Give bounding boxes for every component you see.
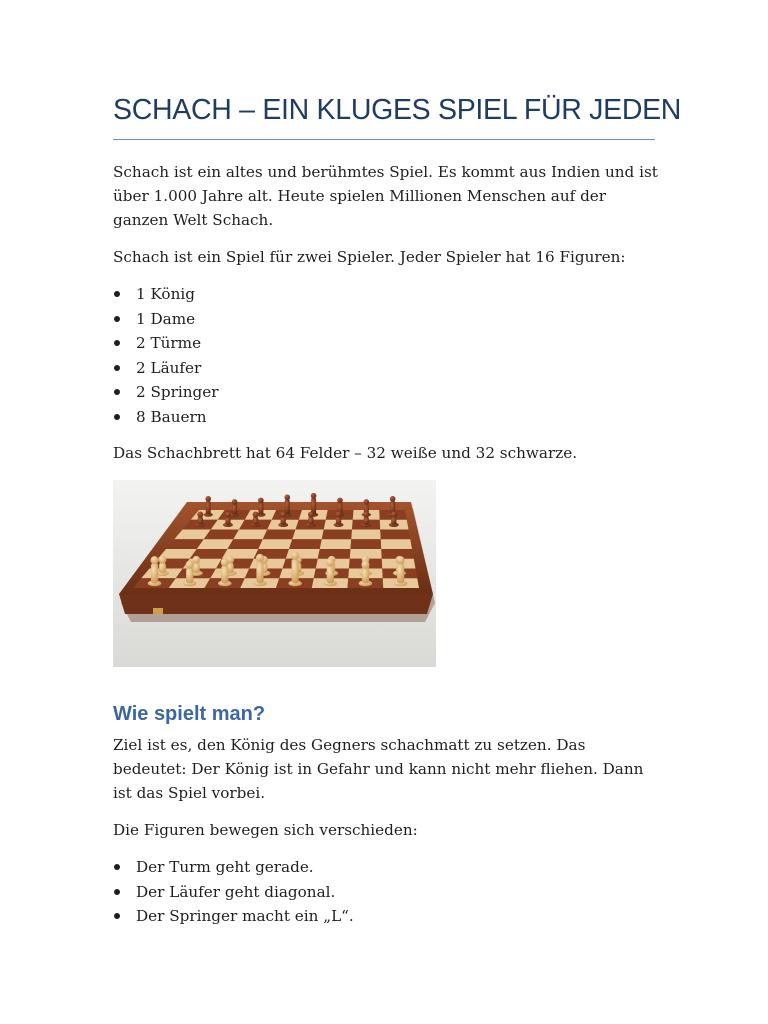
board-square: [258, 539, 292, 549]
board-square: [381, 539, 412, 549]
list-item: 8 Bauern: [113, 405, 219, 430]
list-item: Der Turm geht gerade.: [113, 855, 354, 880]
board-square: [228, 539, 263, 549]
bullet-icon: [114, 414, 120, 420]
bullet-icon: [114, 913, 120, 919]
bullet-icon: [114, 291, 120, 297]
list-item: Der Läufer geht diagonal.: [113, 880, 354, 905]
board-square: [292, 530, 324, 540]
list-item: 1 Dame: [113, 307, 219, 332]
pieces-list: [113, 282, 219, 429]
page-title: SCHACH – EIN KLUGES SPIEL FÜR JEDEN: [113, 94, 682, 126]
players-paragraph: Schach ist ein Spiel für zwei Spieler. Jeder Spieler hat 16 Figuren:: [113, 248, 626, 266]
section-heading: Wie spielt man?: [113, 703, 266, 725]
list-item: 1 König: [113, 282, 219, 307]
moves-intro-paragraph: Die Figuren bewegen sich verschieden:: [113, 821, 418, 839]
goal-paragraph: Ziel ist es, den König des Gegners schachmatt zu setzen. Das bedeutet: Der König ist in Gefahr und kann nicht mehr fliehen. Dann ist das Spiel vorbei.: [113, 736, 644, 802]
bullet-icon: [114, 389, 120, 395]
bullet-icon: [114, 340, 120, 346]
list-item: 2 Türme: [113, 331, 219, 356]
chess-board-photo: [113, 480, 436, 667]
title-underline: [113, 139, 655, 140]
bullet-icon: [114, 889, 120, 895]
board-paragraph: Das Schachbrett hat 64 Felder – 32 weiße und 32 schwarze.: [113, 444, 578, 462]
bullet-icon: [114, 864, 120, 870]
board-square: [380, 530, 410, 540]
board-square: [233, 530, 267, 540]
board-square: [289, 539, 322, 549]
board-square: [351, 539, 382, 549]
list-item: 2 Läufer: [113, 356, 219, 381]
list-item: Der Springer macht ein „L“.: [113, 904, 354, 929]
moves-list: [113, 855, 354, 929]
list-item: 2 Springer: [113, 380, 219, 405]
board-square: [286, 549, 320, 559]
bullet-icon: [114, 365, 120, 371]
board-square: [320, 539, 352, 549]
bullet-icon: [114, 316, 120, 322]
intro-paragraph: Schach ist ein altes und berühmtes Spiel. Es kommt aus Indien und ist über 1.000 Jahre alt. Heute spielen Millionen Menschen auf der ganzen Welt Schach.: [113, 163, 658, 229]
board-square: [322, 530, 352, 540]
board-square: [351, 530, 381, 540]
board-square: [263, 530, 296, 540]
